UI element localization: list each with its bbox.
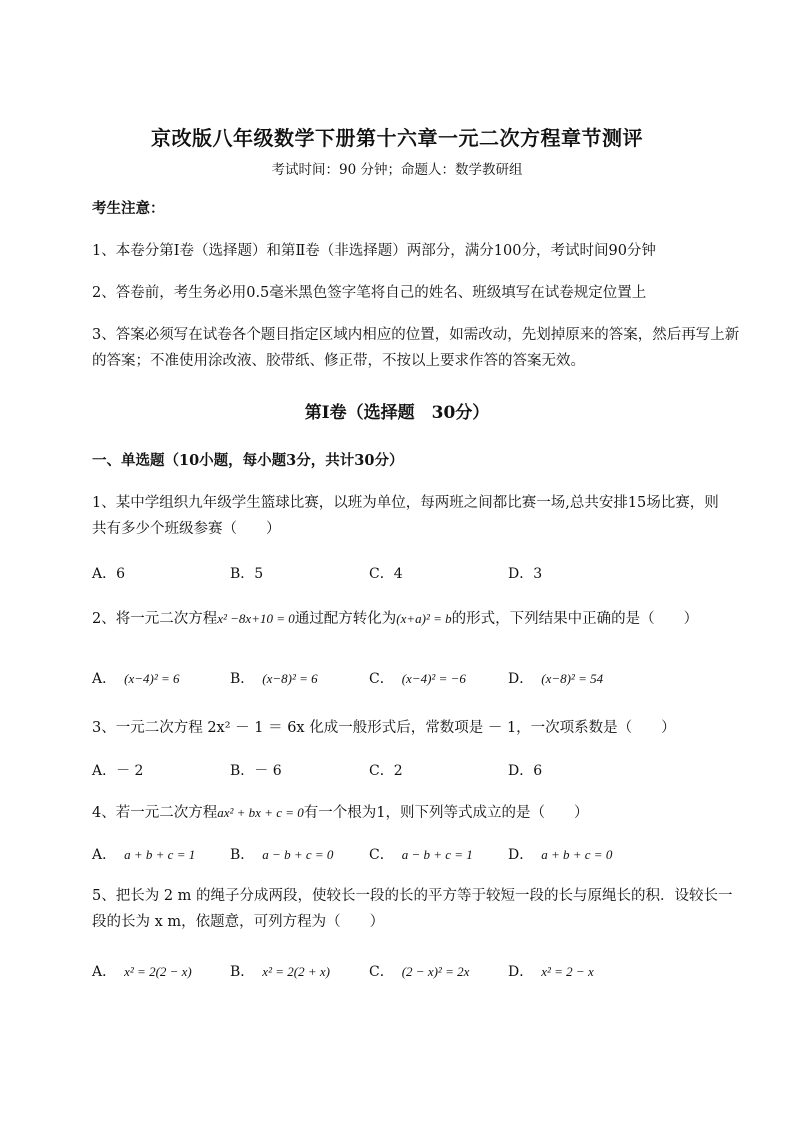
question-1-text: 1、某中学组织九年级学生篮球比赛，以班为单位，每两班之间都比赛一场,总共安排15场比赛，则 (92, 495, 719, 511)
option-expression: a − b + c = 0 (262, 847, 334, 862)
question-2-form: (x+a)² = b (396, 611, 452, 626)
question-2-mid: 通过配方转化为 (294, 611, 397, 627)
option-d[interactable]: D．6 (508, 763, 543, 779)
question-5-text-cont: 段的长为 x m，依题意，可列方程为（ ） (92, 914, 385, 930)
option-b[interactable] (230, 844, 333, 864)
option-label: D． (508, 964, 534, 980)
option-label: B． (230, 671, 255, 687)
question-4-suffix: 有一个根为1，则下列等式成立的是（ ） (303, 805, 589, 821)
option-expression: (x−4)² = −6 (401, 671, 466, 686)
option-expression: (x−8)² = 54 (541, 671, 604, 686)
question-1-text-cont: 共有多少个班级参赛（ ） (92, 521, 281, 537)
option-label: B． (230, 964, 255, 980)
question-4-text (92, 800, 744, 826)
question-2-equation: x² −8x+10 = 0 (217, 611, 295, 626)
option-d[interactable] (508, 668, 603, 688)
option-label: C． (369, 964, 394, 980)
part-heading: 第Ⅰ卷（选择题 30分） (304, 403, 490, 423)
option-c[interactable]: C．4 (369, 566, 403, 582)
notice-item: 3、答案必须写在试卷各个题目指定区域内相应的位置，如需改动，先划掉原来的答案，然后再写上新 (92, 327, 740, 343)
option-d[interactable] (508, 844, 612, 864)
option-label: A． (92, 964, 117, 980)
option-expression: a − b + c = 1 (401, 847, 473, 862)
option-c[interactable] (369, 844, 473, 864)
notice-item: 2、答卷前，考生务必用0.5毫米黑色签字笔将自己的姓名、班级填写在试卷规定位置上 (92, 285, 647, 301)
option-d[interactable] (508, 961, 594, 981)
option-c[interactable] (369, 961, 469, 981)
question-5-text: 5、把长为 2 m 的绳子分成两段，使较长一段的长的平方等于较短一段的长与原绳长的积．设较长一 (92, 888, 733, 904)
option-a[interactable] (92, 844, 195, 864)
option-label: D． (508, 671, 534, 687)
option-label: A． (92, 847, 117, 863)
page-title: 京改版八年级数学下册第十六章一元二次方程章节测评 (151, 126, 643, 150)
option-c[interactable] (369, 668, 466, 688)
section-title: 一、单选题（10小题，每小题3分，共计30分） (92, 452, 404, 469)
option-a[interactable]: A．6 (92, 566, 126, 582)
question-4-equation: ax² + bx + c = 0 (217, 805, 304, 820)
question-2-suffix: 的形式，下列结果中正确的是（ ） (451, 611, 699, 627)
option-b[interactable]: B．5 (230, 566, 264, 582)
option-expression: (x−8)² = 6 (262, 671, 318, 686)
question-2-prefix: 2、将一元二次方程 (92, 611, 218, 627)
option-label: C． (369, 847, 394, 863)
option-expression: (x−4)² = 6 (124, 671, 180, 686)
option-a[interactable] (92, 668, 180, 688)
option-d[interactable]: D．3 (508, 566, 543, 582)
notice-item: 的答案；不准使用涂改液、胶带纸、修正带，不按以上要求作答的答案无效。 (92, 353, 585, 369)
exam-info: 考试时间：90 分钟；命题人：数学教研组 (271, 162, 523, 178)
option-label: B． (230, 847, 255, 863)
question-2-text (92, 606, 744, 632)
option-b[interactable]: B．－ 6 (230, 763, 282, 779)
question-3-text: 3、一元二次方程 2x² － 1 ＝ 6x 化成一般形式后，常数项是 － 1，一次项系数是（ ） (92, 720, 676, 736)
option-label: A． (92, 671, 117, 687)
option-expression: a + b + c = 0 (541, 847, 613, 862)
option-expression: x² = 2(2 + x) (262, 964, 330, 979)
option-expression: x² = 2 − x (541, 964, 594, 979)
notice-heading: 考生注意： (92, 200, 165, 217)
option-a[interactable] (92, 961, 192, 981)
option-b[interactable] (230, 961, 330, 981)
option-a[interactable]: A．－ 2 (92, 763, 144, 779)
option-b[interactable] (230, 668, 318, 688)
option-c[interactable]: C．2 (369, 763, 403, 779)
option-expression: a + b + c = 1 (124, 847, 196, 862)
option-expression: x² = 2(2 − x) (124, 964, 192, 979)
question-4-prefix: 4、若一元二次方程 (92, 805, 218, 821)
notice-item: 1、本卷分第Ⅰ卷（选择题）和第Ⅱ卷（非选择题）两部分，满分100分，考试时间90分钟 (92, 243, 656, 259)
option-label: C． (369, 671, 394, 687)
option-label: D． (508, 847, 534, 863)
option-expression: (2 − x)² = 2x (401, 964, 470, 979)
